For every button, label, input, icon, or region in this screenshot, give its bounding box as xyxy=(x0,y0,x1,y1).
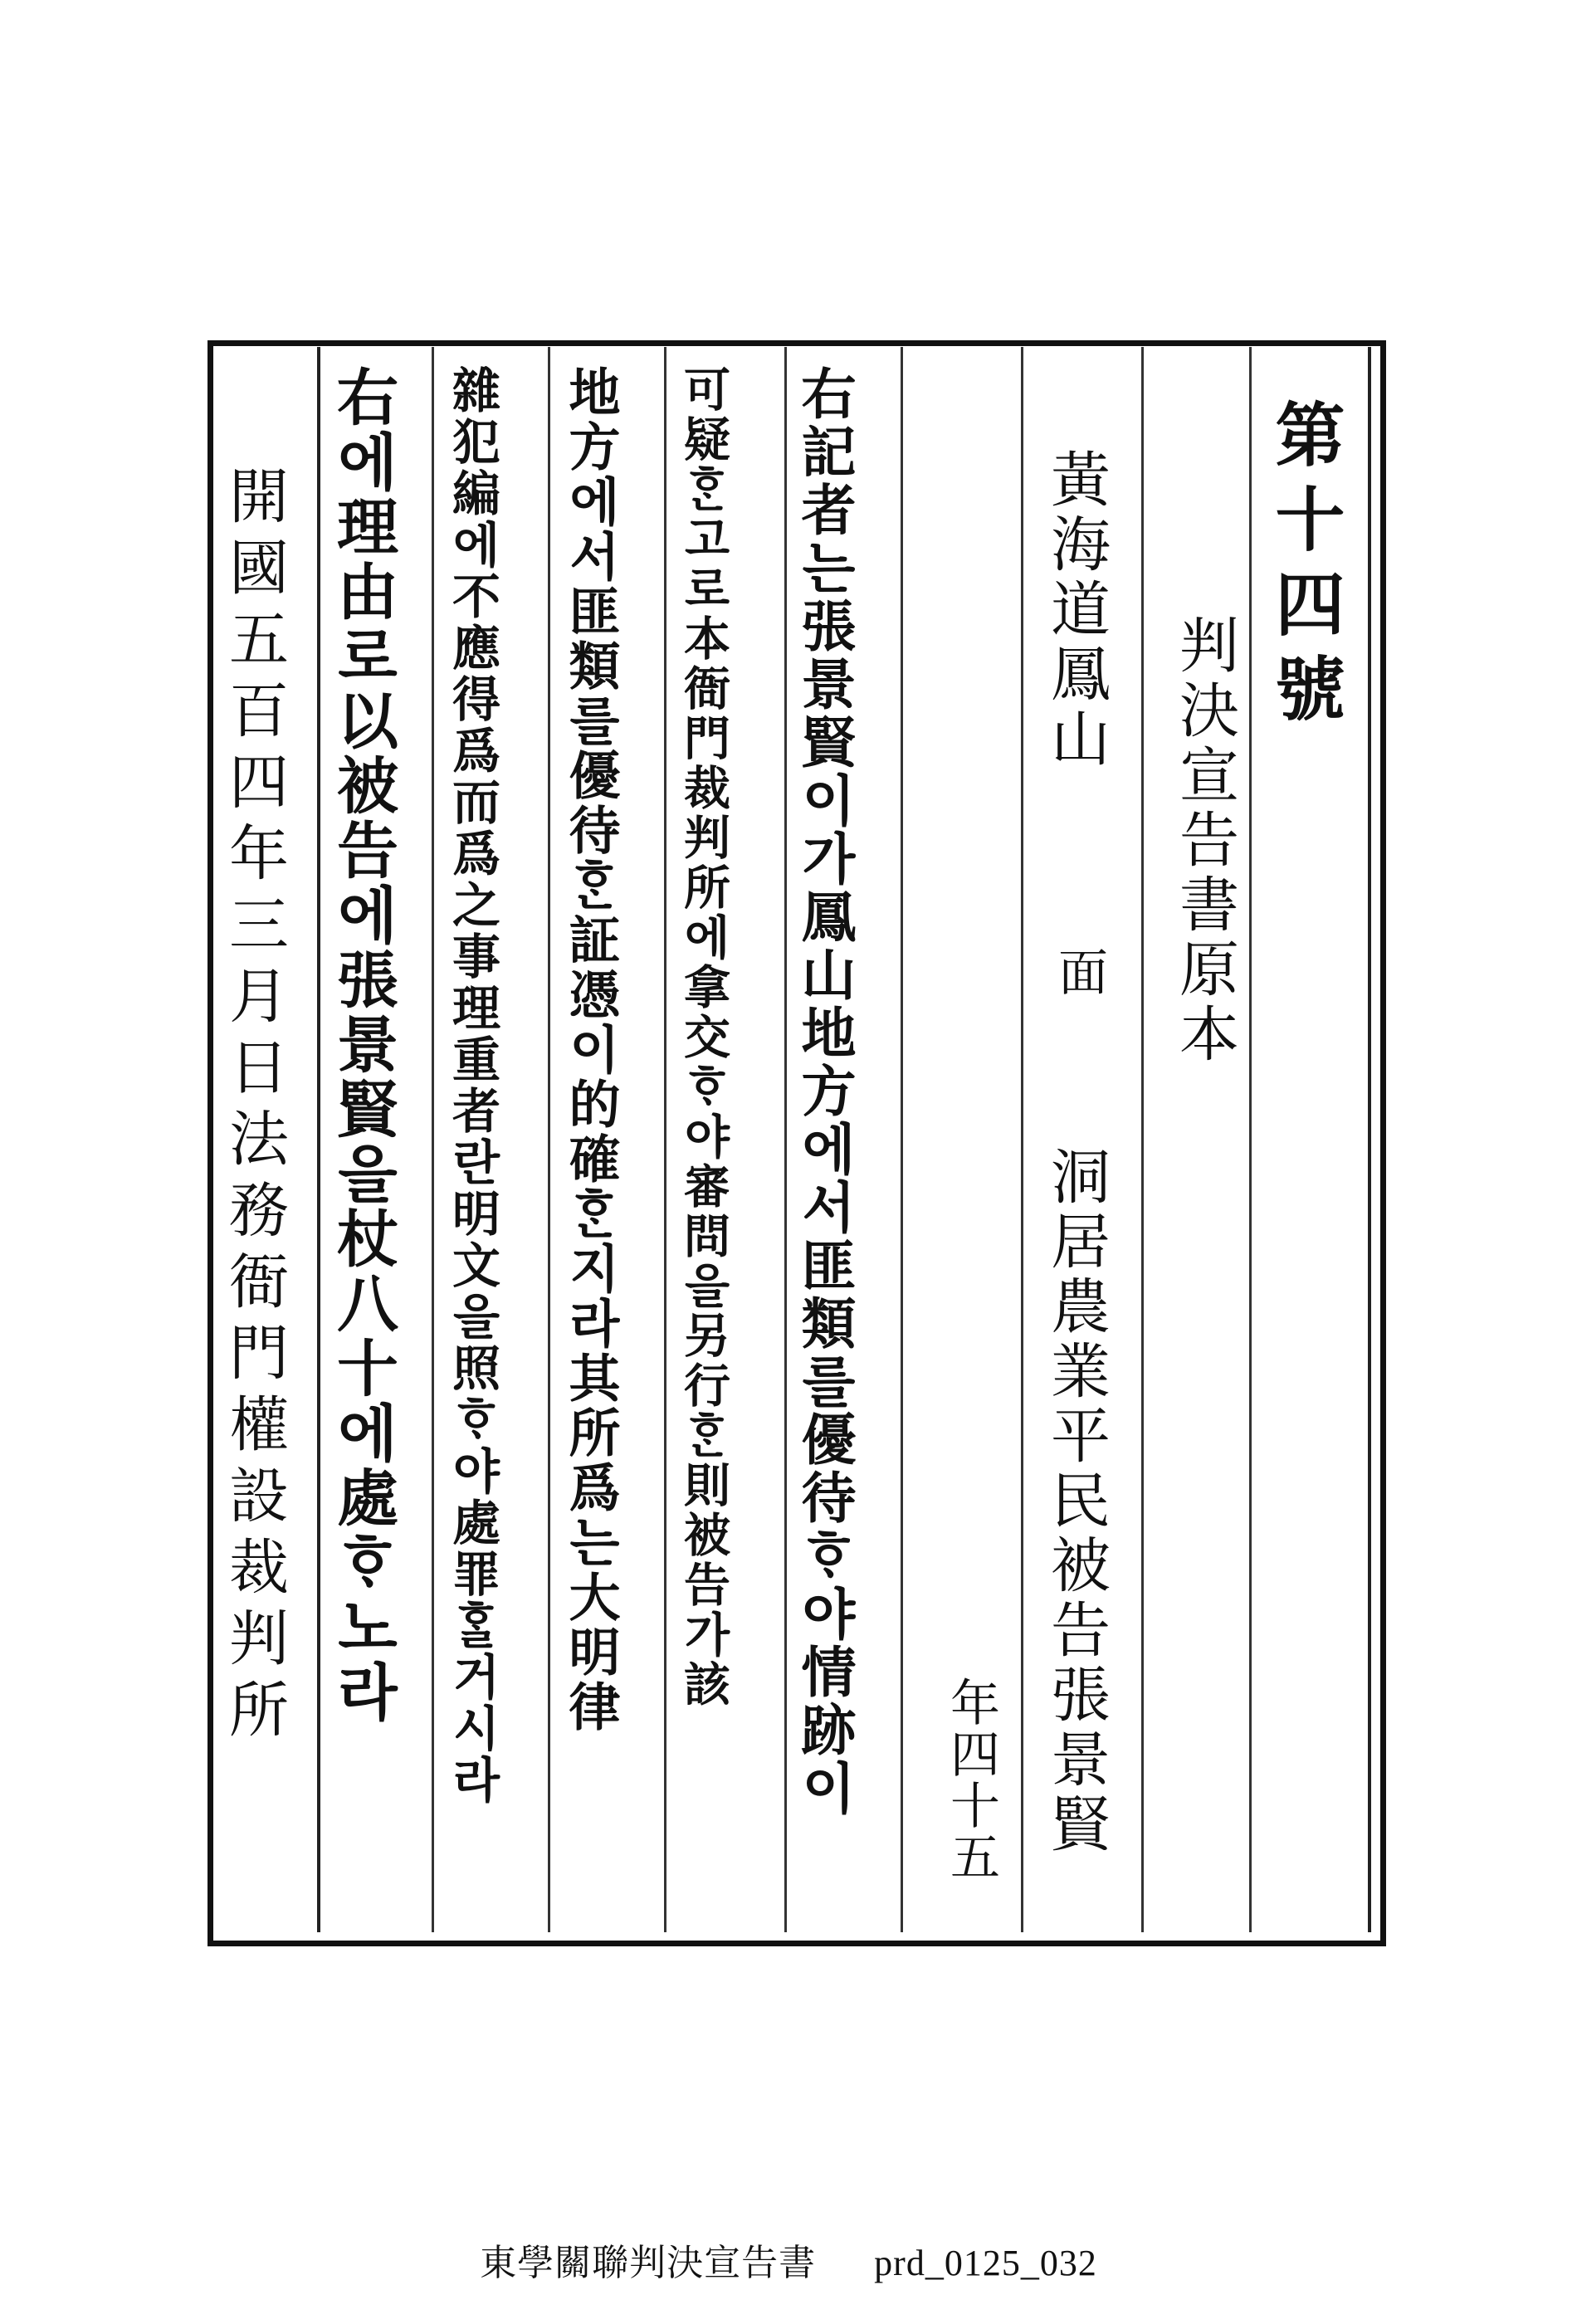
body-line-4: 雜犯編에不應得爲而爲之事理重者란明文을照ᄒᆞ야處罪ᄒᆞᆯ거시라 xyxy=(444,365,500,1806)
column-rule xyxy=(548,347,550,1932)
date-and-court: 開國五百四年三月日法務衙門權設裁判所 xyxy=(219,465,289,1750)
defendant-age: 年四十五 xyxy=(942,1677,1000,1882)
column-rule xyxy=(1021,347,1023,1932)
column-rule xyxy=(1141,347,1144,1932)
column-rule xyxy=(784,347,787,1932)
defendant-address: 黃海道鳳山 xyxy=(1041,448,1111,772)
body-line-5: 右에理由로以被告에張景賢을杖八十에處ᄒᆞ노라 xyxy=(327,365,398,1725)
defendant-district: 面 xyxy=(1050,946,1108,998)
body-line-2: 可疑ᄒᆞᆫ고로本衙門裁判所에拿交ᄒᆞ야審問을另行ᄒᆞᆫ則被告가該 xyxy=(676,365,731,1710)
column-rule xyxy=(432,347,434,1932)
column-rule xyxy=(901,347,903,1932)
body-line-3: 地方에서匪類를優待ᄒᆞᆫ証憑이的確ᄒᆞᆫ지라其所爲는大明律 xyxy=(560,365,621,1735)
page-footer xyxy=(0,2233,1577,2286)
footer-title: 東學關聯判決宣告書 xyxy=(480,2242,817,2284)
document-number: 第十四號 xyxy=(1264,398,1346,737)
footer-code: prd_0125_032 xyxy=(874,2243,1097,2283)
column-rule xyxy=(1249,347,1252,1932)
defendant-description: 洞居農業平民被告張景賢 xyxy=(1041,1145,1111,1858)
form-title: 判決宣告書原本 xyxy=(1169,614,1239,1067)
body-line-1: 右記者는張景賢이가鳳山地方에서匪類를優待ᄒᆞ야情跡이 xyxy=(792,365,857,1818)
column-rule xyxy=(664,347,666,1932)
